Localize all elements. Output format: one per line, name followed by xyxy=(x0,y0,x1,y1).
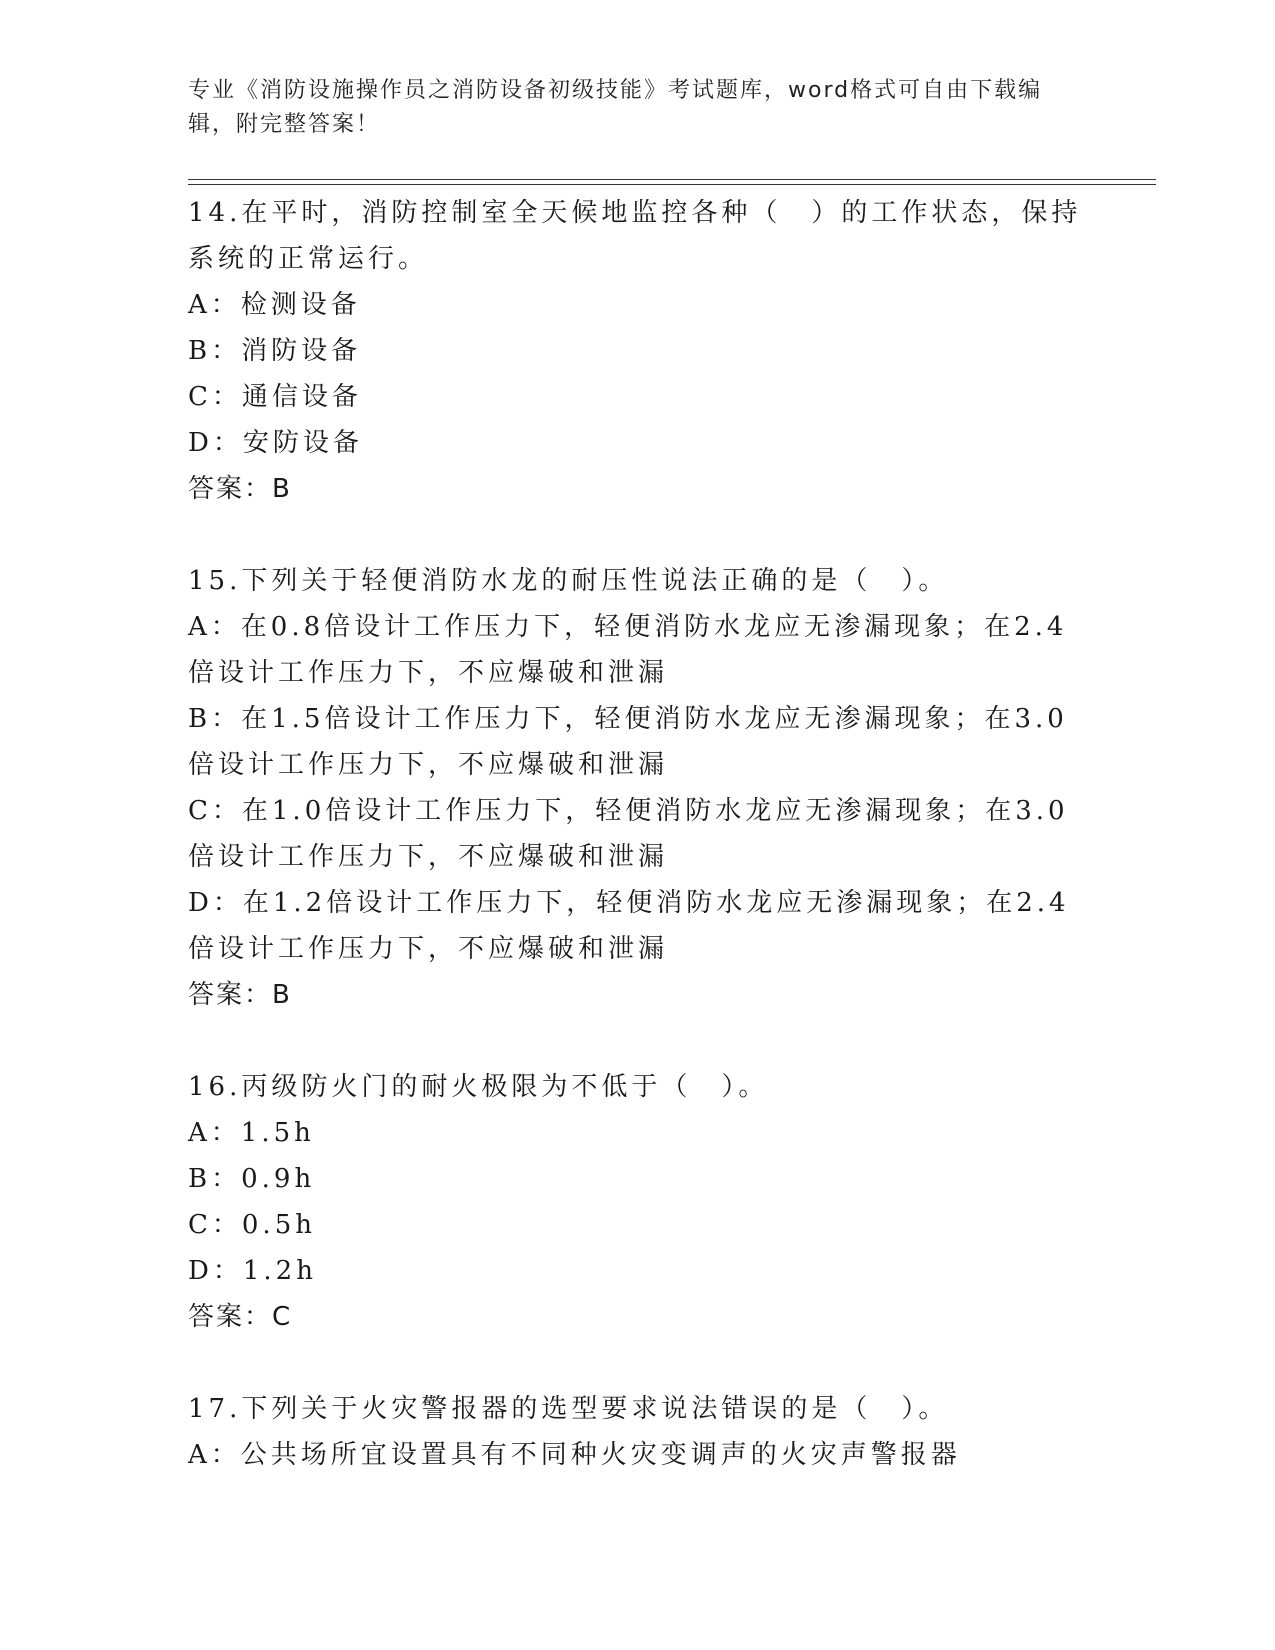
option-c: C：通信设备 xyxy=(188,382,362,412)
option-b: B：在1.5倍设计工作压力下，轻便消防水龙应无渗漏现象；在3.0倍设计工作压力下，不应爆破和泄漏 xyxy=(188,704,1068,780)
answer-label: 答案：B xyxy=(188,980,292,1010)
spacer xyxy=(188,512,1088,558)
answer-label: 答案：C xyxy=(188,1302,293,1332)
question-15 xyxy=(188,558,1088,1018)
option-a: A：在0.8倍设计工作压力下，轻便消防水龙应无渗漏现象；在2.4倍设计工作压力下，不应爆破和泄漏 xyxy=(188,612,1068,688)
option-d: D：安防设备 xyxy=(188,428,363,458)
option-a: A：1.5h xyxy=(188,1118,315,1148)
header-divider-top xyxy=(188,179,1156,180)
spacer xyxy=(188,1340,1088,1386)
header-divider-bottom xyxy=(188,184,1156,185)
option-a: A：检测设备 xyxy=(188,290,361,320)
option-b: B：0.9h xyxy=(188,1164,316,1194)
spacer xyxy=(188,1018,1088,1064)
question-16 xyxy=(188,1064,1088,1340)
question-text: 15.下列关于轻便消防水龙的耐压性说法正确的是（ ）。 xyxy=(188,566,949,596)
question-14 xyxy=(188,190,1088,512)
question-17 xyxy=(188,1386,1088,1478)
option-d: D：在1.2倍设计工作压力下，轻便消防水龙应无渗漏现象；在2.4倍设计工作压力下，不应爆破和泄漏 xyxy=(188,888,1070,964)
document-header: 专业《消防设施操作员之消防设备初级技能》考试题库，word格式可自由下载编辑，附完整答案！ xyxy=(188,78,1043,137)
option-c: C：在1.0倍设计工作压力下，轻便消防水龙应无渗漏现象；在3.0倍设计工作压力下，不应爆破和泄漏 xyxy=(188,796,1069,872)
question-list xyxy=(188,190,1088,1478)
question-text: 17.下列关于火灾警报器的选型要求说法错误的是（ ）。 xyxy=(188,1394,949,1424)
question-text: 14.在平时，消防控制室全天候地监控各种（ ）的工作状态，保持系统的正常运行。 xyxy=(188,198,1082,274)
option-b: B：消防设备 xyxy=(188,336,362,366)
option-d: D：1.2h xyxy=(188,1256,317,1286)
answer-label: 答案：B xyxy=(188,474,292,504)
question-text: 16.丙级防火门的耐火极限为不低于（ ）。 xyxy=(188,1072,769,1102)
option-a: A：公共场所宜设置具有不同种火灾变调声的火灾声警报器 xyxy=(188,1440,961,1470)
option-c: C：0.5h xyxy=(188,1210,316,1240)
